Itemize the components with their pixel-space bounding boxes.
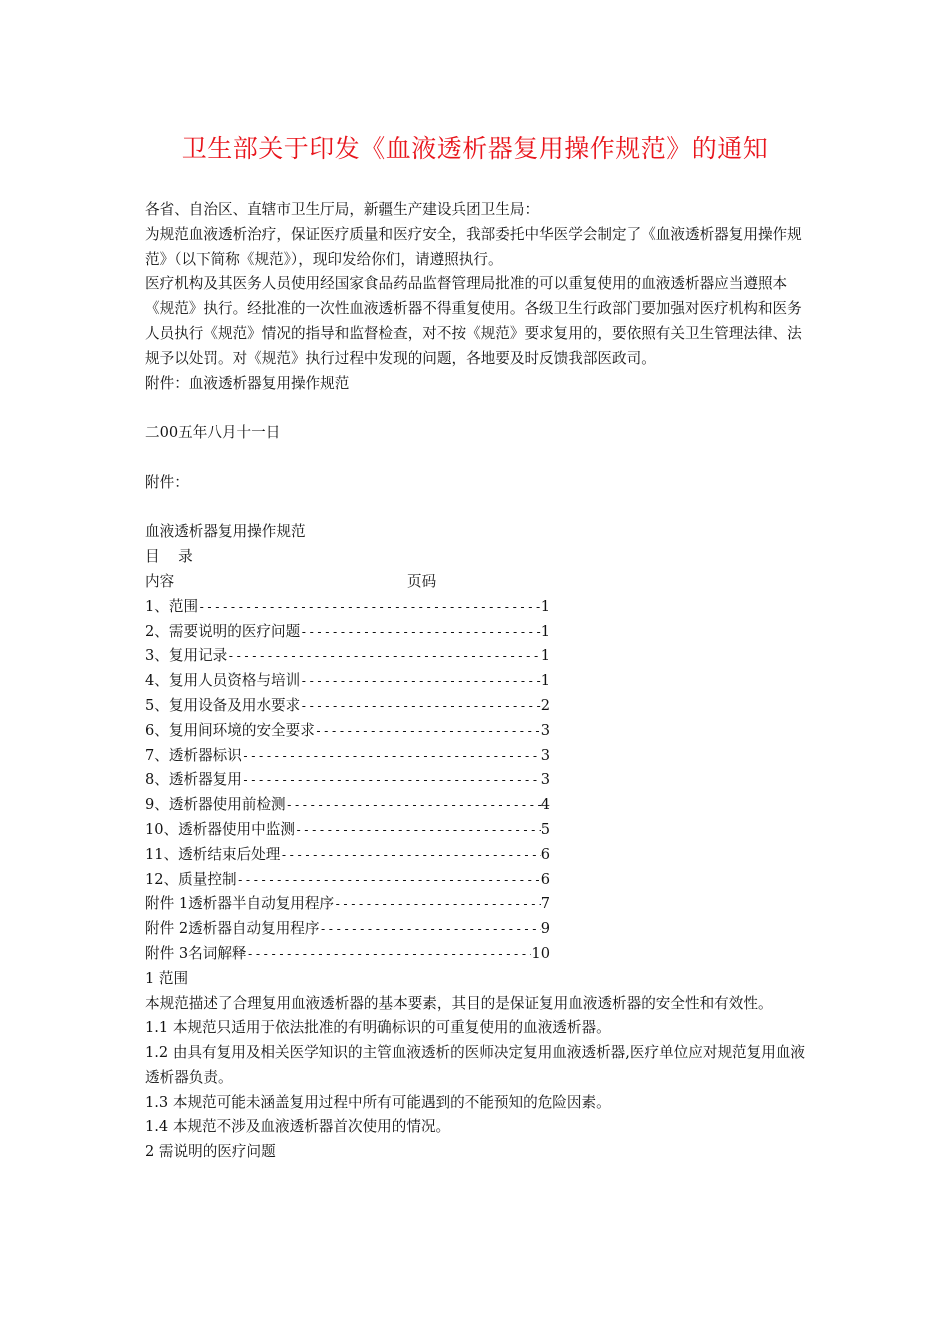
toc-entry-page: 3 bbox=[540, 721, 550, 739]
toc-leader bbox=[237, 868, 541, 893]
toc-entry-label: 质量控制 bbox=[178, 870, 237, 888]
toc-entry bbox=[145, 669, 550, 694]
toc-entry-page: 10 bbox=[531, 944, 550, 962]
toc-entry bbox=[145, 843, 550, 868]
notice-title: 卫生部关于印发《血液透析器复用操作规范》的通知 bbox=[181, 134, 769, 163]
salutation: 各省、自治区、直辖市卫生厅局，新疆生产建设兵团卫生局： bbox=[145, 201, 540, 218]
toc-leader bbox=[334, 892, 541, 917]
toc-entry-number: 3、 bbox=[145, 647, 169, 665]
toc-entry-number: 7、 bbox=[145, 746, 169, 764]
toc-leader bbox=[300, 694, 540, 719]
toc-entry-page: 1 bbox=[540, 597, 550, 615]
section-1-heading: 1 范围 bbox=[145, 969, 189, 987]
toc-entry-number: 10、 bbox=[145, 820, 179, 838]
toc-entry-label: 名词解释 bbox=[188, 944, 247, 962]
toc-entry-label: 透析器使用中监测 bbox=[178, 820, 295, 838]
toc-entry-number: 4、 bbox=[145, 672, 169, 690]
toc-entry-page: 1 bbox=[540, 647, 550, 665]
toc-entry bbox=[145, 942, 550, 967]
toc-entry bbox=[145, 595, 550, 620]
toc-entry-page: 4 bbox=[540, 796, 550, 814]
toc-leader bbox=[300, 669, 540, 694]
toc-entry-number: 附件 2 bbox=[145, 920, 189, 938]
toc-entry-label: 复用人员资格与培训 bbox=[168, 672, 301, 690]
spacer bbox=[145, 496, 810, 521]
document-body bbox=[145, 198, 810, 1165]
spacer bbox=[145, 396, 810, 421]
toc-entry-page: 2 bbox=[540, 696, 550, 714]
toc-leader bbox=[280, 843, 540, 868]
toc-leader bbox=[286, 793, 541, 818]
spec-title: 血液透析器复用操作规范 bbox=[145, 523, 306, 541]
toc-entry-label: 透析器标识 bbox=[168, 746, 242, 764]
section-2-heading: 2 需说明的医疗问题 bbox=[145, 1143, 276, 1161]
toc-entry-number: 5、 bbox=[145, 696, 169, 714]
toc-leader bbox=[315, 719, 541, 744]
toc-entry-number: 11、 bbox=[145, 845, 179, 863]
toc-entry-label: 需要说明的医疗问题 bbox=[168, 622, 301, 640]
spacer bbox=[145, 446, 810, 471]
toc-entry-number: 8、 bbox=[145, 771, 169, 789]
notice-paragraph-2: 医疗机构及其医务人员使用经国家食品药品监督管理局批准的可以重复使用的血液透析器应当遵照本《规范》执行。经批准的一次性血液透析器不得重复使用。各级卫生行政部门要加强对医疗机构和医务人员执行《规范》情况的指导和监督检查，对不按《规范》要求复用的，要依照有关卫生管理法律、法规予以处罚。对《规范》执行过程中发现的问题，各地要及时反馈我部医政司。 bbox=[145, 275, 802, 367]
toc-entry-label: 复用记录 bbox=[168, 647, 228, 665]
toc-entry-page: 1 bbox=[540, 672, 550, 690]
toc-header-page: 页码 bbox=[407, 572, 437, 590]
toc-entry-number: 9、 bbox=[145, 796, 169, 814]
table-of-contents bbox=[145, 595, 810, 967]
toc-entry-label: 透析器自动复用程序 bbox=[188, 920, 320, 938]
clause-1-3: 1.3 本规范可能未涵盖复用过程中所有可能遇到的不能预知的危险因素。 bbox=[145, 1093, 611, 1111]
toc-entry bbox=[145, 793, 550, 818]
toc-entry-number: 12、 bbox=[145, 870, 179, 888]
clause-1-1: 1.1 本规范只适用于依法批准的有明确标识的可重复使用的血液透析器。 bbox=[145, 1019, 611, 1037]
toc-leader bbox=[242, 744, 541, 769]
toc-entry-page: 5 bbox=[540, 820, 550, 838]
toc-leader bbox=[247, 942, 532, 967]
toc-entry bbox=[145, 620, 550, 645]
toc-entry-label: 范围 bbox=[168, 597, 199, 615]
toc-entry-page: 1 bbox=[540, 622, 550, 640]
toc-entry-label: 复用间环境的安全要求 bbox=[168, 721, 315, 739]
toc-entry-page: 6 bbox=[540, 870, 550, 888]
toc-entry bbox=[145, 818, 550, 843]
toc-entry-page: 3 bbox=[540, 746, 550, 764]
toc-leader bbox=[198, 595, 541, 620]
toc-entry-label: 透析器复用 bbox=[168, 771, 242, 789]
section-1-intro: 本规范描述了合理复用血液透析器的基本要素，其目的是保证复用血液透析器的安全性和有效性。 bbox=[145, 994, 773, 1012]
toc-header bbox=[145, 570, 810, 595]
toc-entry-label: 复用设备及用水要求 bbox=[168, 696, 301, 714]
clause-1-4: 1.4 本规范不涉及血液透析器首次使用的情况。 bbox=[145, 1118, 451, 1136]
toc-entry-page: 7 bbox=[540, 895, 550, 913]
toc-entry bbox=[145, 917, 550, 942]
toc-header-content: 内容 bbox=[145, 572, 175, 590]
toc-entry-label: 透析器半自动复用程序 bbox=[188, 895, 335, 913]
toc-entry bbox=[145, 719, 550, 744]
notice-paragraph-1: 为规范血液透析治疗，保证医疗质量和医疗安全，我部委托中华医学会制定了《血液透析器复用操作规范》（以下简称《规范》），现印发给你们，请遵照执行。 bbox=[145, 225, 802, 268]
toc-entry-page: 6 bbox=[540, 845, 550, 863]
attachment-label: 附件： bbox=[145, 473, 189, 491]
toc-leader bbox=[295, 818, 541, 843]
toc-entry bbox=[145, 768, 550, 793]
toc-entry-page: 3 bbox=[540, 771, 550, 789]
toc-entry-label: 透析结束后处理 bbox=[178, 845, 281, 863]
toc-entry bbox=[145, 694, 550, 719]
toc-entry bbox=[145, 744, 550, 769]
clause-1-2: 1.2 由具有复用及相关医学知识的主管血液透析的医师决定复用血液透析器,医疗单位应对规范复用血液透析器负责。 bbox=[145, 1044, 806, 1086]
toc-leader bbox=[227, 644, 540, 669]
toc-entry-number: 附件 1 bbox=[145, 895, 189, 913]
toc-leader bbox=[319, 917, 540, 942]
toc-entry bbox=[145, 892, 550, 917]
toc-entry-label: 透析器使用前检测 bbox=[168, 796, 286, 814]
toc-entry bbox=[145, 644, 550, 669]
toc-leader bbox=[242, 768, 541, 793]
toc-title: 目 录 bbox=[145, 548, 193, 566]
toc-entry-number: 6、 bbox=[145, 721, 169, 739]
toc-leader bbox=[300, 620, 540, 645]
toc-entry-number: 2、 bbox=[145, 622, 169, 640]
toc-entry-number: 1、 bbox=[145, 597, 169, 615]
toc-entry-number: 附件 3 bbox=[145, 944, 189, 962]
attachment-line: 附件：血液透析器复用操作规范 bbox=[145, 374, 350, 392]
toc-entry-page: 9 bbox=[540, 920, 550, 938]
issue-date: 二00五年八月十一日 bbox=[145, 424, 281, 442]
toc-entry bbox=[145, 868, 550, 893]
